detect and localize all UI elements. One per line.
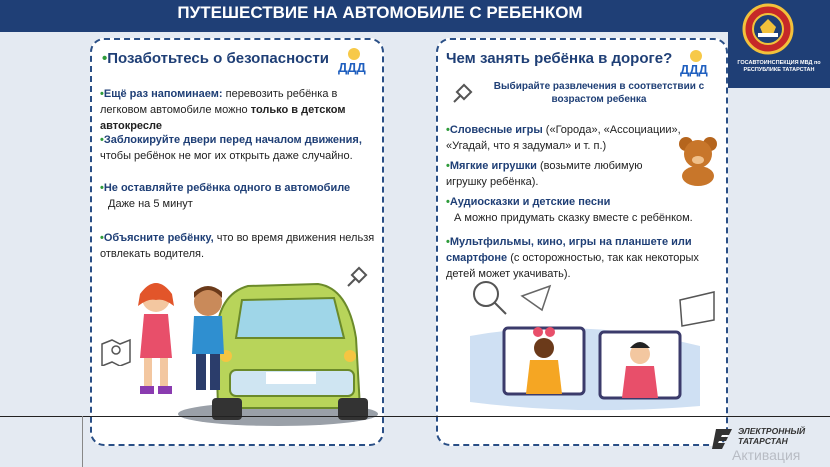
entertainment-card-title: Чем занять ребёнка в дороге? [446, 50, 673, 67]
safety-card-title: •Позаботьтесь о безопасности [102, 50, 329, 67]
satellite-icon [452, 80, 476, 104]
emblem-icon [742, 3, 794, 57]
entertainment-item-1: •Словесные игры («Города», «Ассоциации», «Угадай, что я задумал» и т. п.) [446, 124, 681, 152]
electronic-tatarstan-brand: ЭЛЕКТРОННЫЙ ТАТАРСТАН [738, 426, 806, 446]
satellite-icon [346, 262, 372, 288]
traffic-police-badge [728, 0, 830, 88]
safety-item-1: •Ещё раз напоминаем: перевозить ребёнка в легковом автомобиле можно только в детском автокресле [100, 88, 346, 132]
entertainment-card [436, 38, 728, 446]
badge-caption: ГОСАВТОИНСПЕКЦИЯ МВД по РЕСПУБЛИКЕ ТАТАРСТАН [737, 60, 821, 73]
teddy-bear-icon [674, 134, 722, 186]
divider-line [82, 416, 83, 467]
tablet-kids-illustration [450, 276, 720, 416]
entertainment-item-2: •Мягкие игрушки (возьмите любимую игрушку ребёнка). [446, 160, 643, 188]
svg-text:ДДД: ДДД [680, 62, 708, 77]
ddd-logo-icon [678, 48, 714, 78]
svg-text:ДДД: ДДД [338, 60, 366, 75]
map-pin-icon [100, 338, 132, 366]
divider-line [0, 416, 830, 417]
entertainment-hint: Выбирайте развлечения в соответствии с возрастом ребенка [493, 81, 705, 105]
page-title: ПУТЕШЕСТВИЕ НА АВТОМОБИЛЕ С РЕБЕНКОМ [177, 3, 583, 22]
ddd-logo-icon [336, 46, 372, 76]
entertainment-item-4: •Мультфильмы, кино, игры на планшете или смартфоне (с осторожностью, так как некоторых детей может укачивать). [446, 236, 699, 280]
windows-activation-watermark: Активация [732, 447, 801, 463]
entertainment-item-3: •Аудиосказки и детские песни А можно придумать сказку вместе с ребёнком. [446, 196, 693, 224]
safety-item-3: •Не оставляйте ребёнка одного в автомобиле Даже на 5 минут [100, 182, 351, 210]
safety-item-2: •Заблокируйте двери перед началом движения, чтобы ребёнок не мог их открыть даже случайно. [100, 134, 362, 162]
safety-item-4: •Объясните ребёнку, что во время движения нельзя отвлекать водителя. [100, 232, 375, 260]
safety-card [90, 38, 384, 446]
